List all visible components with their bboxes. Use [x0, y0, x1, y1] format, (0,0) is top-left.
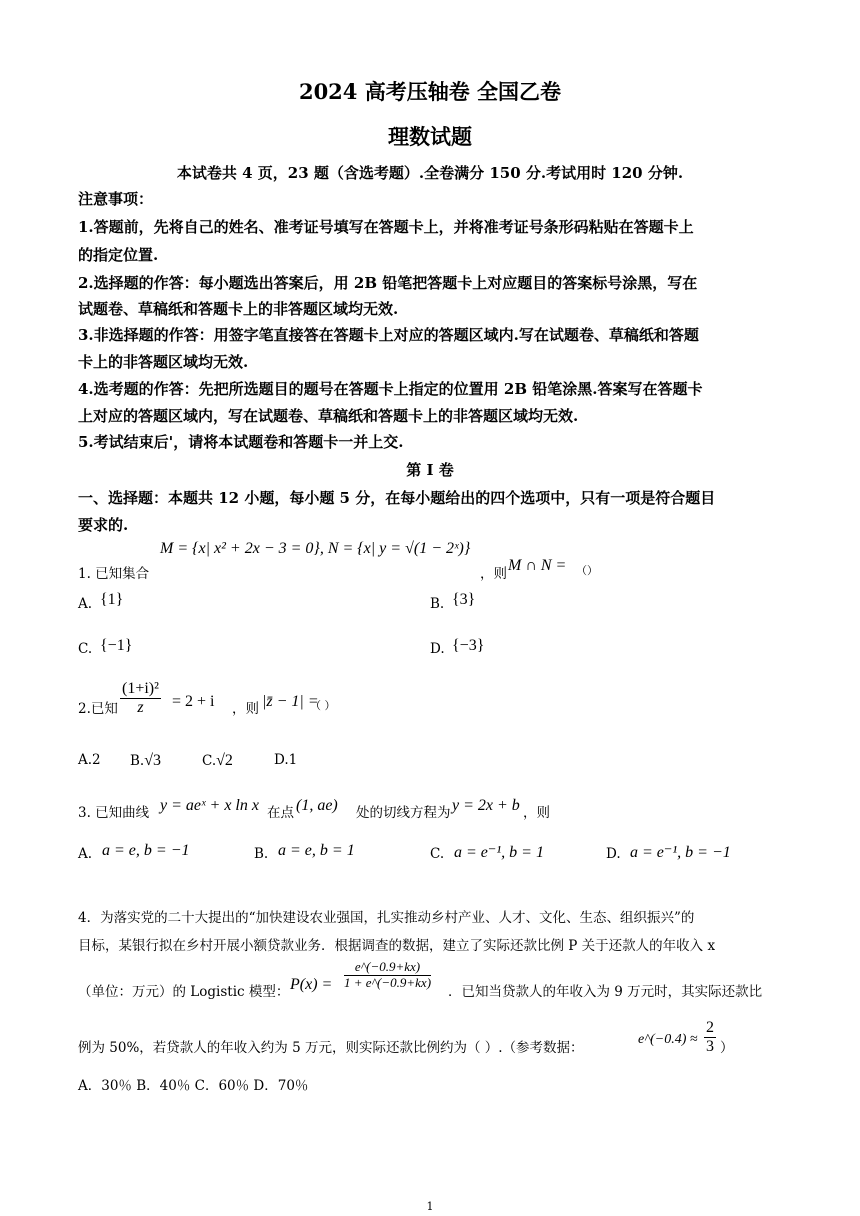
q4-line: ．已知当贷款人的年收入为 9 万元时，其实际还款比 [448, 984, 763, 1000]
notes-line: 卡上的非答题区域均无效. [78, 353, 249, 371]
q4-model-den: 1 + e^(−0.9+kx) [344, 974, 432, 990]
q3-option-c-label: C. [430, 846, 445, 862]
notes-line: 5.考试结束后'，请将本试题卷和答题卡一并上交. [78, 433, 404, 451]
q4-ref-num: 2 [704, 1019, 716, 1038]
q3-tangent: y = 2x + b [452, 797, 520, 814]
q2-option-c-value: √2 [216, 752, 233, 769]
q4-line: 4．为落实党的二十大提出的“加快建设农业强国，扎实推动乡村产业、人才、文化、生态、组织振兴”的 [78, 910, 695, 926]
q3-option-d: a = e⁻¹, b = −1 [630, 844, 731, 861]
q3-option-b-label: B. [254, 846, 269, 862]
q2-denominator: z [137, 699, 144, 717]
q2-numerator: (1+i)² [120, 680, 161, 699]
q3-option-c: a = e⁻¹, b = 1 [454, 844, 544, 861]
q1-paren: （） [576, 564, 598, 577]
q4-ref-den: 3 [706, 1038, 714, 1056]
q2-option-c [202, 752, 233, 770]
q2-paren: （ ） [310, 699, 336, 712]
notes-line: 试题卷、草稿纸和答题卡上的非答题区域均无效. [78, 300, 399, 318]
q3-point: (1, ae) [296, 797, 338, 814]
q1-option-c-label: C. [78, 641, 93, 657]
q4-ref-close: ） [720, 1040, 734, 1056]
q2-option-c-label: C. [202, 753, 217, 769]
q1-suffix: ，则 [480, 566, 507, 582]
q4-options: A．30％ B．40％ C．60％ D．70％ [78, 1078, 309, 1094]
page-title: 2024 高考压轴卷 全国乙卷 [298, 79, 562, 104]
notes-line: 1.答题前，先将自己的姓名、准考证号填写在答题卡上，并将准考证号条形码粘贴在答题卡上 [78, 218, 694, 236]
q2-option-d-label: D. [274, 752, 289, 768]
q3-option-a-label: A. [78, 846, 93, 862]
q4-model-num: e^(−0.9+kx) [344, 960, 431, 976]
q2-prefix: 2.已知 [78, 701, 118, 717]
q4-line: （单位：万元）的 Logistic 模型： [78, 984, 290, 1000]
q1-option-a-label: A. [78, 596, 93, 612]
q1-option-b: {3} [452, 591, 476, 608]
notes-line: 2.选择题的作答：每小题选出答案后，用 2B 铅笔把答题卡上对应题目的答案标号涂黑，写在 [78, 274, 698, 292]
q3-suffix: ，则 [523, 805, 550, 821]
notes-line: 上对应的答题区域内，写在试题卷、草稿纸和答题卡上的非答题区域均无效. [78, 407, 579, 425]
section-intro: 一、选择题：本题共 12 小题，每小题 5 分，在每小题给出的四个选项中，只有一项是符合题目 [78, 489, 716, 507]
notes-line: 的指定位置. [78, 246, 159, 264]
volume-heading: 第 I 卷 [406, 461, 454, 479]
q2-option-d-value: 1 [288, 752, 298, 768]
q1-option-d-label: D. [430, 641, 445, 657]
notes-line: 3.非选择题的作答：用签字笔直接答在答题卡上对应的答题区域内.写在试题卷、草稿纸和答题 [78, 326, 699, 344]
q4-model-fraction [342, 960, 433, 991]
q1-ask: M ∩ N = [508, 557, 567, 574]
q4-ref-lhs: e^(−0.4) ≈ [638, 1032, 698, 1047]
q3-option-d-label: D. [606, 846, 621, 862]
q2-option-b [130, 752, 161, 770]
q2-option-a [78, 752, 101, 768]
q2-option-d [274, 752, 297, 768]
exam-info: 本试卷共 4 页，23 题（含选考题）.全卷满分 150 分.考试用时 120 分钟. [176, 164, 684, 182]
q3-at: 在点 [267, 805, 294, 821]
q3-prefix: 3. 已知曲线 [78, 805, 150, 821]
page-number: 1 [426, 1200, 434, 1213]
q1-option-a: {1} [100, 591, 124, 608]
q2-then: ，则 [232, 701, 259, 717]
q2-rhs: = 2 + i [172, 693, 215, 710]
q1-option-b-label: B. [430, 596, 445, 612]
q2-fraction [118, 680, 163, 718]
q3-curve: y = aeˣ + x ln x [160, 797, 259, 814]
q2-option-b-label: B. [130, 753, 145, 769]
q4-ref-fraction [702, 1019, 718, 1057]
q4-line: 例为 50%，若贷款人的年收入约为 5 万元，则实际还款比例约为（ ）.（参考数据： [78, 1040, 584, 1056]
q2-ask: |z̄ − 1| = [262, 693, 319, 710]
q1-prefix: 1. 已知集合 [78, 566, 150, 582]
q2-option-a-value: 2 [92, 752, 101, 768]
notes-heading: 注意事项： [78, 190, 154, 208]
section-intro: 要求的. [78, 516, 129, 534]
q4-line: 目标，某银行拟在乡村开展小额贷款业务．根据调查的数据，建立了实际还款比例 P 关于还款人的年收入 x [78, 938, 716, 954]
notes-line: 4.选考题的作答：先把所选题目的题号在答题卡上指定的位置用 2B 铅笔涂黑.答案写在答题卡 [78, 380, 703, 398]
q4-model-lhs: P(x) = [290, 976, 333, 993]
q3-tangent-text: 处的切线方程为 [356, 805, 451, 821]
q1-option-d: {−3} [452, 637, 485, 654]
q3-option-b: a = e, b = 1 [278, 842, 355, 859]
q1-sets: M = {x| x² + 2x − 3 = 0}, N = {x| y = √(1 − 2ˣ)} [160, 540, 471, 557]
q1-option-c: {−1} [100, 637, 133, 654]
q3-option-a: a = e, b = −1 [102, 842, 190, 859]
q2-option-b-value: √3 [144, 752, 161, 769]
q2-option-a-label: A. [78, 752, 93, 768]
page-subtitle: 理数试题 [388, 124, 472, 149]
